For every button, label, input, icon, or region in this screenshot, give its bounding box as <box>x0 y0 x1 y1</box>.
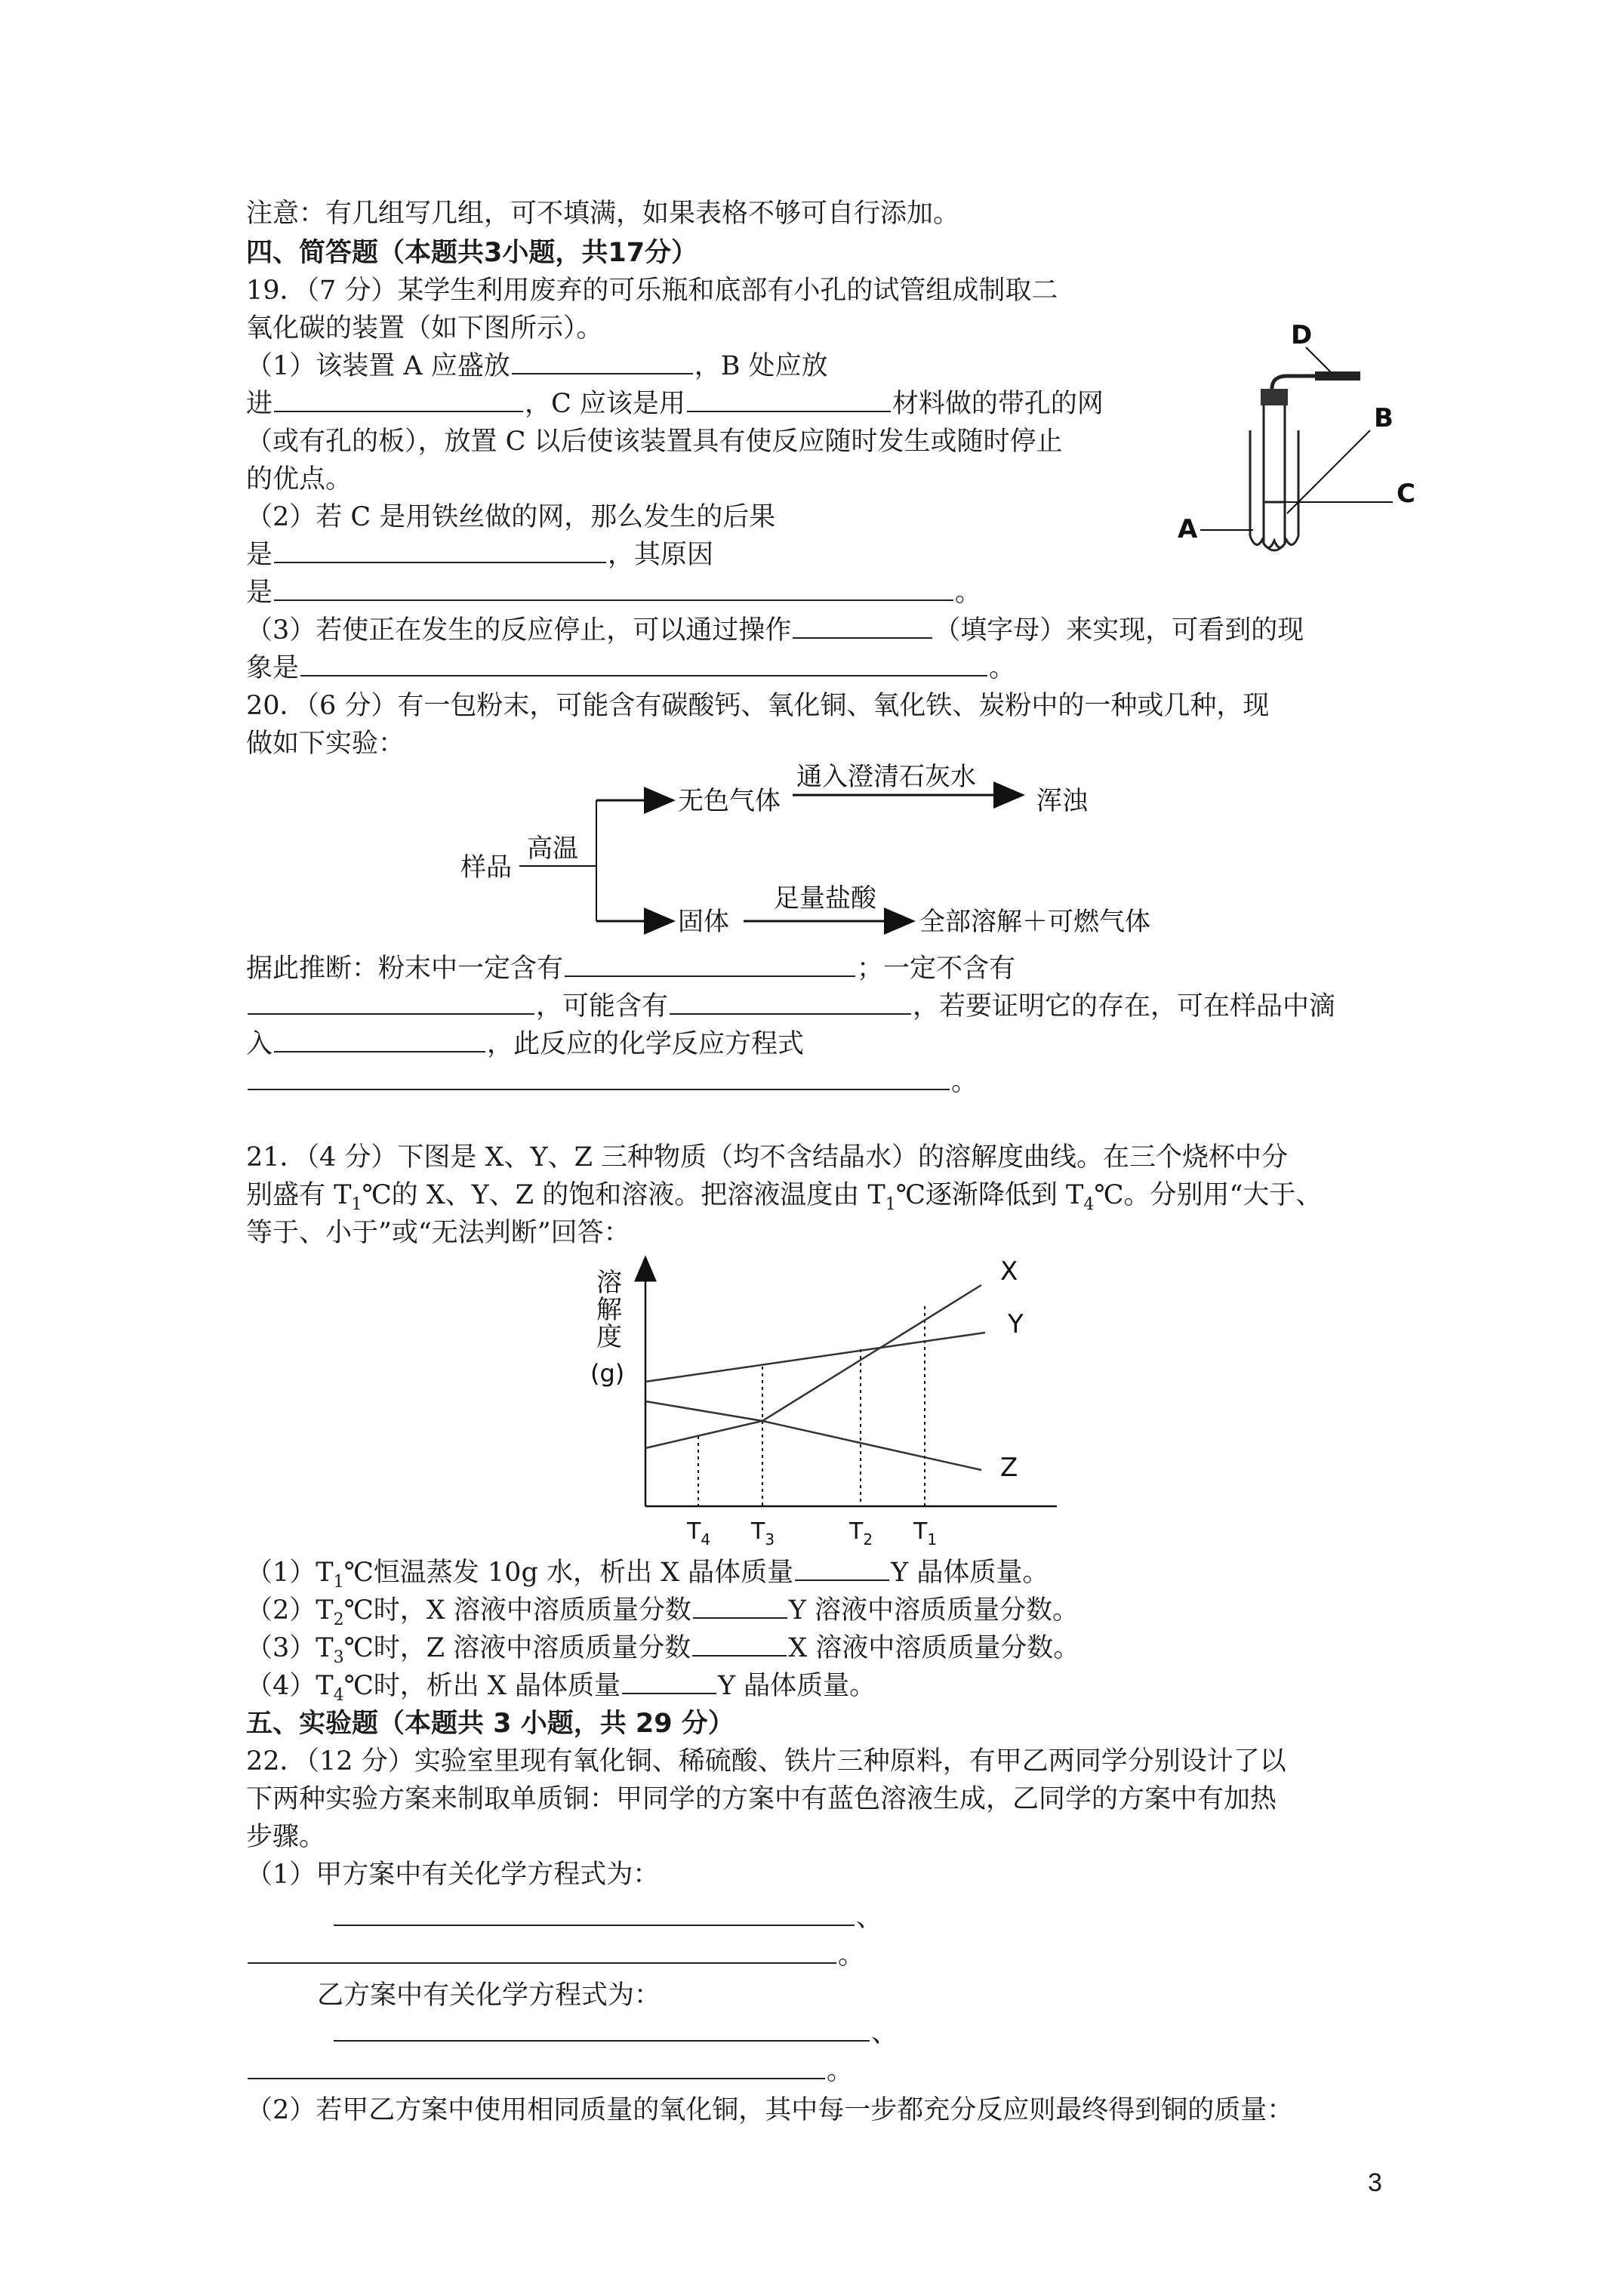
q19-line-4 <box>246 385 1104 423</box>
flow-hcl: 足量盐酸 <box>774 883 876 914</box>
q21-text: （1）T <box>246 1558 334 1588</box>
answer-blank[interactable] <box>334 2014 870 2042</box>
clamp-icon <box>1315 371 1360 381</box>
q22-text: 、 <box>856 1903 883 1933</box>
q19-line-7: （2）若 C 是用铁丝做的网，那么发生的后果 <box>246 502 776 532</box>
q20-line-1: 20．（6 分）有一包粉末，可能含有碳酸钙、氧化铜、氧化铁、炭粉中的一种或几种，现 <box>246 691 1270 721</box>
label-a: A <box>1178 514 1198 544</box>
q22-text: 、 <box>871 2018 898 2048</box>
answer-blank[interactable] <box>274 574 953 601</box>
label-d-pointer <box>1306 347 1332 374</box>
q21-line-2 <box>246 1176 1322 1218</box>
answer-blank[interactable] <box>248 1063 950 1090</box>
q19-line-8 <box>246 536 713 574</box>
subscript: 1 <box>333 1573 344 1592</box>
q19-text: （1）该装置 A 应盛放 <box>246 351 510 381</box>
q19-line-2: 氧化碳的装置（如下图所示）。 <box>246 313 603 344</box>
label-d: D <box>1291 320 1313 350</box>
q19-text: 是 <box>246 578 273 608</box>
q20-text: 。 <box>951 1067 978 1097</box>
q19-line-5: （或有孔的板），放置 C 以后使该装置具有使反应随时发生或随时停止 <box>246 427 1063 457</box>
y-label-1: 溶 <box>596 1268 622 1298</box>
q22-line-1: 22．（12 分）实验室里现有氧化铜、稀硫酸、铁片三种原料，有甲乙两同学分别设计了以 <box>246 1746 1286 1777</box>
q21-text: ℃的 X、Y、Z 的饱和溶液。把溶液温度由 T <box>362 1180 885 1210</box>
q20-text: 入 <box>246 1029 273 1059</box>
q19-line-10 <box>246 612 1304 649</box>
tick-t3: $T_3$ <box>751 1518 775 1548</box>
q21-sub-3 <box>246 1629 1079 1671</box>
q19-text: 进 <box>246 389 273 419</box>
q21-text: （2）T <box>246 1595 334 1626</box>
q19-line-6: 的优点。 <box>246 464 353 495</box>
q20-line-3 <box>246 950 1015 988</box>
q19-text: 材料做的带孔的网 <box>892 389 1104 419</box>
series-label-x: X <box>1000 1256 1018 1287</box>
page-number: 3 <box>1368 2168 1382 2197</box>
q20-line-5 <box>246 1025 804 1063</box>
q19-text: ，B 处应放 <box>694 351 828 381</box>
stopper-icon <box>1261 389 1288 405</box>
subscript: 1 <box>351 1195 362 1214</box>
q21-text: Y 溶液中溶质质量分数。 <box>788 1595 1079 1626</box>
answer-blank[interactable] <box>334 1899 855 1926</box>
inner-test-tube <box>1264 405 1285 550</box>
tick-t1: $T_1$ <box>913 1518 938 1548</box>
q21-text: X 溶液中溶质质量分数。 <box>788 1633 1080 1663</box>
answer-blank[interactable] <box>622 1667 716 1694</box>
q20-text: ，若要证明它的存在，可在样品中滴 <box>913 991 1336 1022</box>
q22-line-5: 乙方案中有关化学方程式为： <box>317 1980 661 2011</box>
co2-apparatus-figure <box>1178 317 1419 574</box>
q19-text: ，C 应该是用 <box>525 389 685 419</box>
q21-text: ℃逐渐降低到 T <box>895 1180 1084 1210</box>
q21-text: Y 晶体质量。 <box>717 1671 876 1701</box>
q22-line-4: （1）甲方案中有关化学方程式为： <box>246 1860 660 1890</box>
series-label-z: Z <box>1000 1453 1018 1483</box>
flow-result: 全部溶解＋可燃气体 <box>919 907 1150 937</box>
q22-blank-2 <box>246 1937 864 1974</box>
q22-line-3: 步骤。 <box>246 1822 326 1852</box>
q20-text: ，可能含有 <box>536 991 669 1022</box>
answer-blank[interactable] <box>565 950 855 977</box>
q22-line-6: （2）若甲乙方案中使用相同质量的氧化铜，其中每一步都充分反应则最终得到铜的质量： <box>246 2095 1294 2125</box>
flow-solid: 固体 <box>678 907 729 937</box>
tick-t4: $T_4$ <box>687 1518 711 1548</box>
answer-blank[interactable] <box>793 612 932 639</box>
answer-blank[interactable] <box>300 649 987 676</box>
q21-text: ℃时，X 溶液中溶质质量分数 <box>343 1595 691 1626</box>
q20-text: ，此反应的化学反应方程式 <box>487 1029 805 1059</box>
q22-text: 。 <box>827 2056 854 2086</box>
section-5-heading: 五、实验题（本题共 3 小题，共 29 分） <box>246 1709 735 1739</box>
answer-blank[interactable] <box>274 536 606 563</box>
q19-text: ，其原因 <box>608 540 714 570</box>
q22-blank-1 <box>332 1899 882 1937</box>
experiment-flow-diagram <box>453 759 1223 944</box>
flow-high-temp: 高温 <box>527 834 578 864</box>
q20-text: 据此推断：粉末中一定含有 <box>246 954 564 984</box>
q21-text: ℃恒温蒸发 10g 水，析出 X 晶体质量 <box>343 1558 794 1588</box>
q20-line-6 <box>246 1063 978 1101</box>
q20-text: ；一定不含有 <box>857 954 1016 984</box>
q19-line-11 <box>246 649 1015 687</box>
q19-line-1: 19．（7 分）某学生利用废弃的可乐瓶和底部有小孔的试管组成制取二 <box>246 276 1058 306</box>
flow-gas: 无色气体 <box>678 786 781 816</box>
q21-text: Y 晶体质量。 <box>891 1558 1049 1588</box>
q21-line-3: 等于、小于”或“无法判断”回答： <box>246 1218 630 1248</box>
answer-blank[interactable] <box>795 1554 889 1581</box>
q21-text: ℃时，析出 X 晶体质量 <box>343 1671 621 1701</box>
q22-blank-4 <box>246 2052 853 2090</box>
answer-blank[interactable] <box>274 1025 485 1052</box>
q21-text: ℃时，Z 溶液中溶质质量分数 <box>343 1633 691 1663</box>
section-4-heading: 四、简答题（本题共3小题，共17分） <box>246 238 698 268</box>
q20-line-2: 做如下实验： <box>246 729 405 759</box>
answer-blank[interactable] <box>274 385 523 412</box>
curve-x <box>645 1285 981 1448</box>
answer-blank[interactable] <box>693 1592 787 1619</box>
series-label-y: Y <box>1008 1309 1024 1339</box>
flow-limewater: 通入澄清石灰水 <box>796 762 976 792</box>
answer-blank[interactable] <box>248 1937 836 1964</box>
q19-text: （填字母）来实现，可看到的现 <box>934 615 1304 646</box>
subscript: 4 <box>1083 1195 1095 1214</box>
y-label-4: (g) <box>590 1359 625 1388</box>
q21-sub-1 <box>246 1554 1049 1595</box>
q21-sub-2 <box>246 1592 1079 1633</box>
q19-text: 。 <box>955 578 982 608</box>
subscript: 1 <box>885 1195 896 1214</box>
q19-text: （3）若使正在发生的反应停止，可以通过操作 <box>246 615 792 646</box>
answer-blank[interactable] <box>670 988 911 1015</box>
tick-t2: $T_2$ <box>849 1518 873 1548</box>
y-label-3: 度 <box>596 1322 622 1352</box>
subscript: 3 <box>333 1648 344 1667</box>
q22-line-2: 下两种实验方案来制取单质铜：甲同学的方案中有蓝色溶液生成，乙同学的方案中有加热 <box>246 1784 1277 1814</box>
q21-line-1: 21．（4 分）下图是 X、Y、Z 三种物质（均不含结晶水）的溶解度曲线。在三个烧杯中分 <box>246 1142 1289 1173</box>
q19-text: 。 <box>989 653 1016 683</box>
y-label-2: 解 <box>596 1295 622 1325</box>
solubility-chart <box>574 1246 1057 1548</box>
q21-text: 别盛有 T <box>246 1180 352 1210</box>
answer-blank[interactable] <box>687 385 891 412</box>
curve-y <box>645 1333 985 1382</box>
label-b: B <box>1374 403 1394 433</box>
q19-text: 象是 <box>246 653 300 683</box>
q21-sub-4 <box>246 1667 876 1709</box>
flow-turbid: 浑浊 <box>1036 786 1088 816</box>
q21-text: （4）T <box>246 1671 334 1701</box>
answer-blank[interactable] <box>248 988 534 1015</box>
q20-line-4 <box>246 988 1335 1025</box>
q21-text: ℃。分别用“大于、 <box>1094 1180 1323 1210</box>
q21-text: （3）T <box>246 1633 334 1663</box>
answer-blank[interactable] <box>512 347 693 374</box>
answer-blank[interactable] <box>692 1629 787 1657</box>
bottle-bottom <box>1250 536 1298 547</box>
subscript: 4 <box>333 1686 344 1705</box>
q22-text: 。 <box>838 1940 865 1971</box>
flow-sample: 样品 <box>460 852 512 883</box>
delivery-tube <box>1272 376 1321 389</box>
q19-line-3 <box>246 347 828 385</box>
q22-blank-3 <box>332 2014 898 2052</box>
q19-text: 是 <box>246 540 273 570</box>
note-line: 注意：有几组写几组，可不填满，如果表格不够可自行添加。 <box>246 199 960 229</box>
q19-line-9 <box>246 574 981 612</box>
subscript: 2 <box>333 1610 344 1629</box>
answer-blank[interactable] <box>248 2052 825 2079</box>
label-c: C <box>1397 479 1415 509</box>
